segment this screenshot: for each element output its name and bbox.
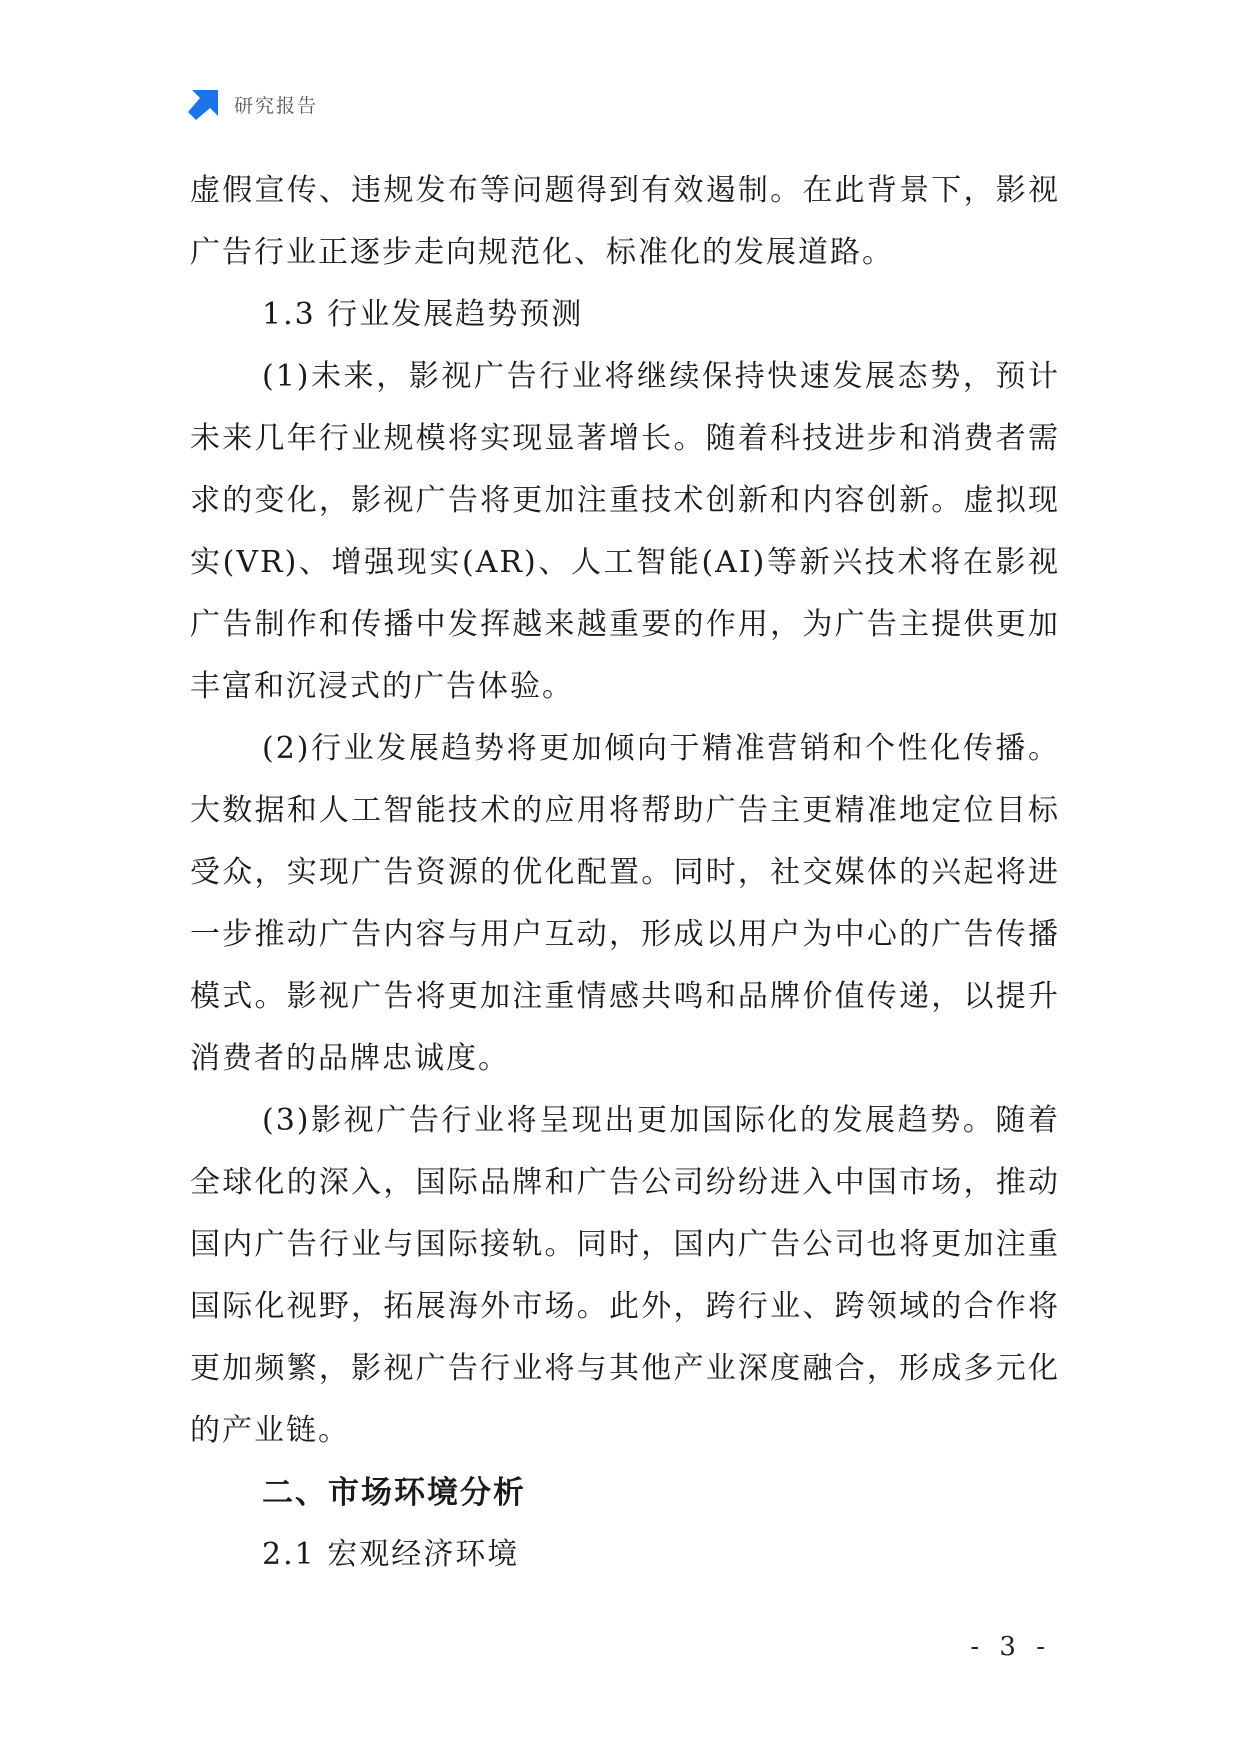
paragraph-trend-2: (2)行业发展趋势将更加倾向于精准营销和个性化传播。大数据和人工智能技术的应用将帮助广告主更精准地定位目标受众，实现广告资源的优化配置。同时，社交媒体的兴起将进一步推动广告内容与用户互动，形成以用户为中心的广告传播模式。影视广告将更加注重情感共鸣和品牌价值传递，以提升消费者的品牌忠诚度。 bbox=[190, 731, 1060, 1076]
paragraph-intro: 虚假宣传、违规发布等问题得到有效遏制。在此背景下，影视广告行业正逐步走向规范化、标准化的发展道路。 bbox=[190, 173, 1060, 270]
paragraph-trend-3: (3)影视广告行业将呈现出更加国际化的发展趋势。随着全球化的深入，国际品牌和广告公司纷纷进入中国市场，推动国内广告行业与国际接轨。同时，国内广告公司也将更加注重国际化视野，拓展海外市场。此外，跨行业、跨领域的合作将更加频繁，影视广告行业将与其他产业深度融合，形成多元化的产业链。 bbox=[190, 1103, 1060, 1448]
chapter-heading-2: 二、市场环境分析 bbox=[262, 1475, 526, 1511]
document-body bbox=[190, 160, 1060, 1586]
arrow-up-right-icon bbox=[188, 88, 220, 120]
page-number: - 3 - bbox=[970, 1632, 1051, 1662]
section-heading-2-1: 2.1 宏观经济环境 bbox=[262, 1537, 520, 1572]
header-title: 研究报告 bbox=[234, 94, 319, 117]
section-heading-1-3: 1.3 行业发展趋势预测 bbox=[262, 297, 584, 332]
paragraph-trend-1: (1)未来，影视广告行业将继续保持快速发展态势，预计未来几年行业规模将实现显著增长。随着科技进步和消费者需求的变化，影视广告将更加注重技术创新和内容创新。虚拟现实(VR)、增强现实(AR)、人工智能(AI)等新兴技术将在影视广告制作和传播中发挥越来越重要的作用，为广告主提供更加丰富和沉浸式的广告体验。 bbox=[190, 359, 1060, 704]
report-header bbox=[188, 88, 318, 120]
